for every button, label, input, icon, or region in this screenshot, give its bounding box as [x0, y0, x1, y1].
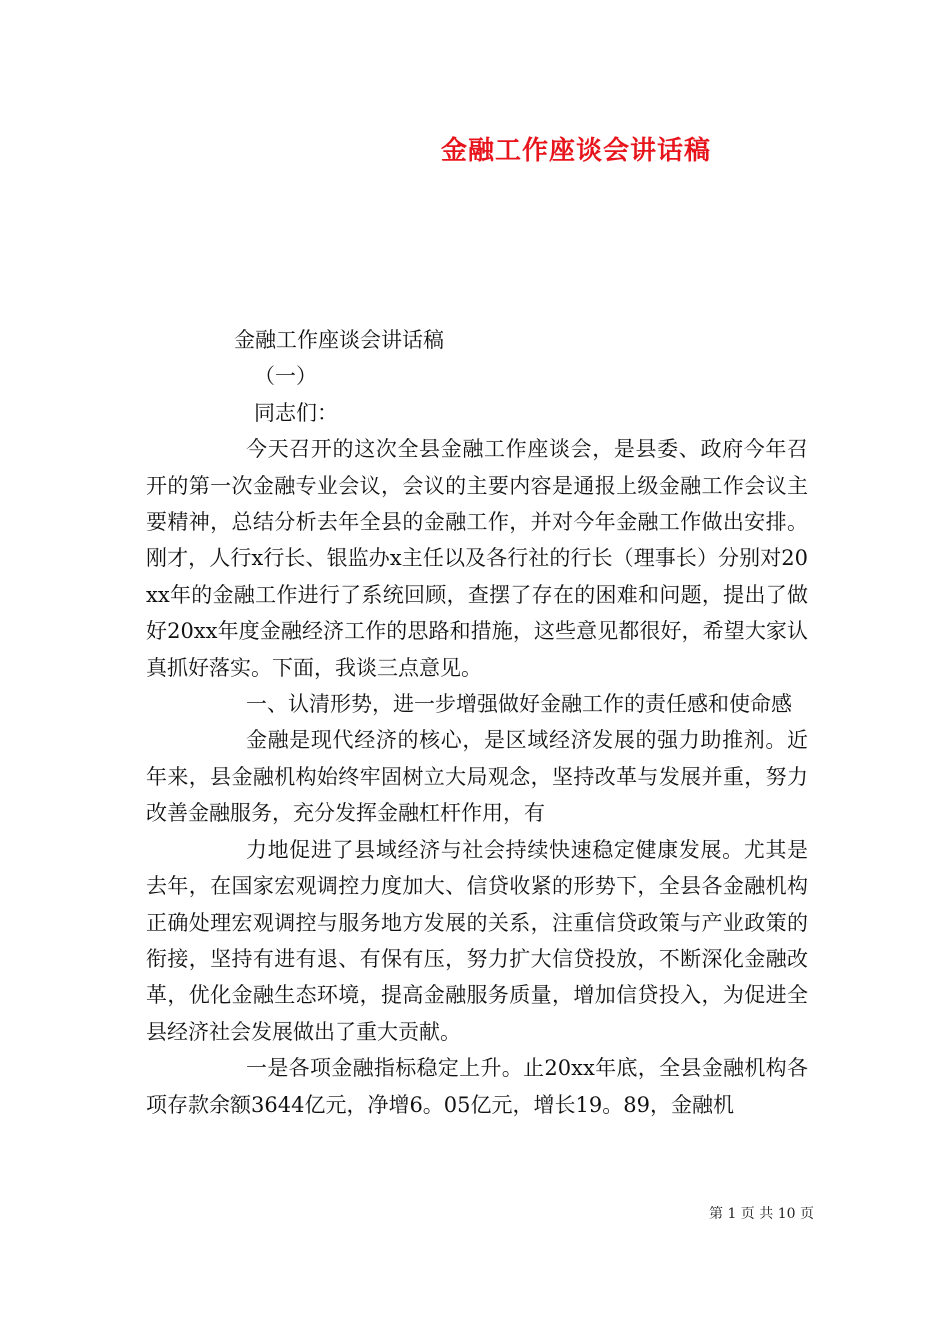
- paragraph-promotion: 力地促进了县域经济与社会持续快速稳定健康发展。尤其是去年，在国家宏观调控力度加大、信贷收紧的形势下，全县各金融机构正确处理宏观调控与服务地方发展的关系，注重信贷政策与产业政策的衔接，坚持有进有退、有保有压，努力扩大信贷投放，不断深化金融改革，优化金融生态环境，提高金融服务质量，增加信贷投入，为促进全县经济社会发展做出了重大贡献。: [146, 837, 808, 1044]
- document-title: 金融工作座谈会讲话稿: [440, 136, 711, 166]
- document-subtitle: 金融工作座谈会讲话稿: [234, 328, 444, 352]
- section-heading-1: 一、认清形势，进一步增强做好金融工作的责任感和使命感: [246, 692, 792, 717]
- paragraph-indicators: 一是各项金融指标稳定上升。止20xx年底，全县金融机构各项存款余额3644亿元，净增6。05亿元，增长19。89，金融机: [146, 1056, 808, 1117]
- document-body: [146, 322, 808, 1123]
- greeting: 同志们：: [254, 400, 338, 425]
- paragraph-intro: 今天召开的这次全县金融工作座谈会，是县委、政府今年召开的第一次金融专业会议，会议的主要内容是通报上级金融工作会议主要精神，总结分析去年全县的金融工作，并对今年金融工作做出安排。刚才，人行x行长、银监办x主任以及各行社的行长（理事长）分别对20xx年的金融工作进行了系统回顾，查摆了存在的困难和问题，提出了做好20xx年度金融经济工作的思路和措施，这些意见都很好，希望大家认真抓好落实。下面，我谈三点意见。: [146, 437, 808, 680]
- page-number-footer: 第 1 页 共 10 页: [709, 1206, 814, 1222]
- section-number: （一）: [254, 364, 317, 389]
- paragraph-finance-core: 金融是现代经济的核心，是区域经济发展的强力助推剂。近年来，县金融机构始终牢固树立大局观念，坚持改革与发展并重，努力改善金融服务，充分发挥金融杠杆作用，有: [146, 728, 808, 826]
